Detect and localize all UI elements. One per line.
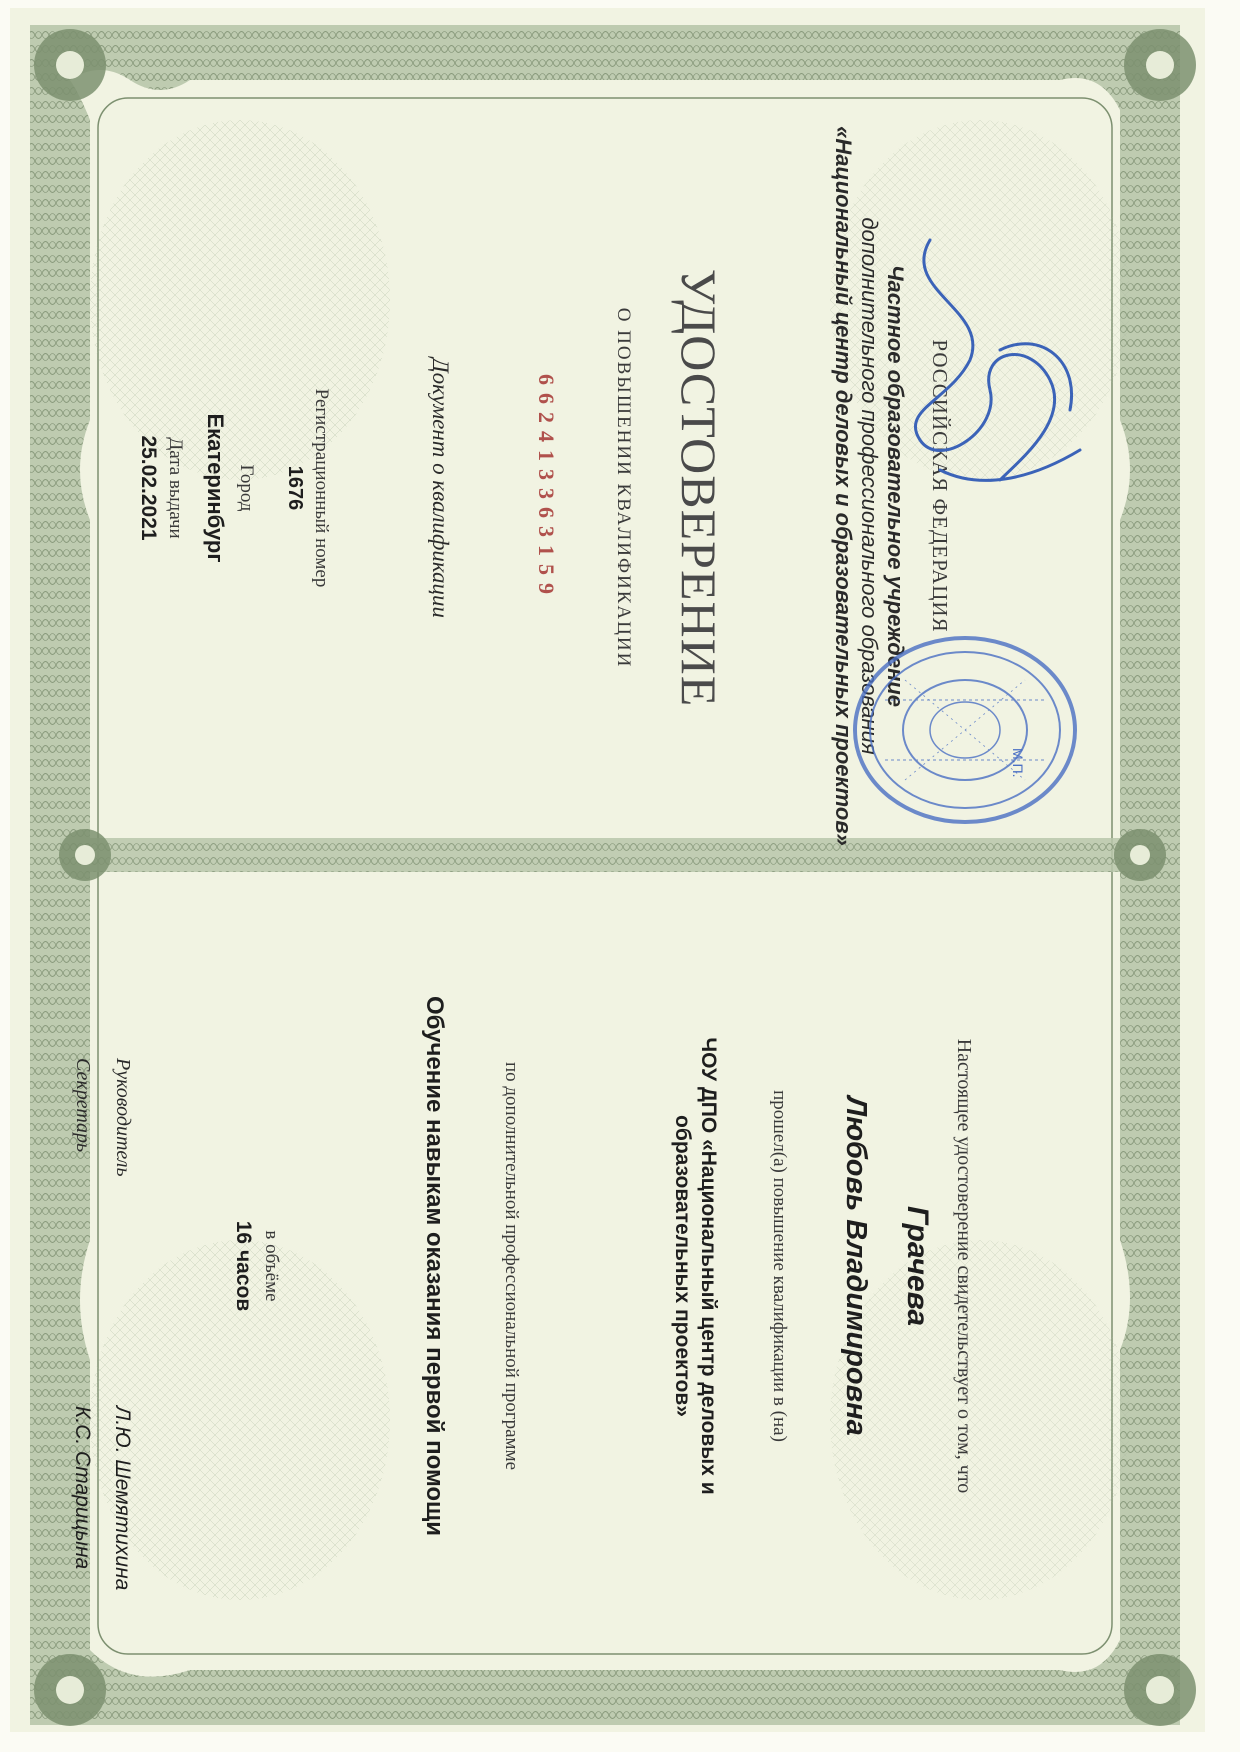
city-label: Город (236, 464, 257, 512)
city-value: Екатеринбург (203, 413, 228, 563)
serial-number: 662413363159 (534, 374, 559, 602)
country-label: РОССИЙСКАЯ ФЕДЕРАЦИЯ (928, 339, 952, 633)
secretary-name: К.С. Старицына (71, 1406, 94, 1570)
secretary-role: Секретарь (72, 1058, 94, 1153)
head-role: Руководитель (112, 1058, 134, 1177)
registration-number: 1676 (284, 465, 306, 511)
volume-label: в объёме (261, 1230, 282, 1302)
organization-line-2: образовательных проектов» (671, 1115, 694, 1417)
signature-mark (880, 230, 1110, 500)
stamp-mp-label: М.П. (1010, 748, 1026, 778)
inside-page (71, 876, 1130, 1656)
program-name: Обучение навыкам оказания первой помощи (421, 995, 448, 1537)
passed-text: прошел(а) повышение квалификации в (на) (769, 1090, 790, 1442)
head-name: Л.Ю. Шемятихина (111, 1406, 134, 1591)
program-label: по дополнительной профессиональной программе (501, 1061, 522, 1471)
issue-date-label: Дата выдачи (165, 437, 186, 539)
round-stamp (845, 630, 1085, 830)
intro-text: Настоящее удостоверение свидетельствует о том, что (953, 1038, 975, 1494)
registration-label: Регистрационный номер (311, 388, 332, 588)
document-subtitle: О ПОВЫШЕНИИ КВАЛИФИКАЦИИ (613, 307, 634, 669)
recipient-surname: Грачева (901, 1205, 934, 1327)
volume-value: 16 часов (232, 1220, 255, 1312)
document-title: УДОСТОВЕРЕНИЕ (671, 268, 727, 708)
institution-line-2: дополнительного профессионального образования (857, 217, 882, 755)
recipient-given-names: Любовь Владимировна (840, 1096, 872, 1436)
document-kind: Документ о квалификации (428, 357, 453, 619)
issue-date-value: 25.02.2021 (137, 435, 160, 541)
organization-line-1: ЧОУ ДПО «Национальный центр деловых и (697, 1037, 720, 1495)
institution-line-3: «Национальный центр деловых и образовательных проектов» (831, 126, 856, 846)
institution-line-1: Частное образовательное учреждение (883, 264, 908, 708)
